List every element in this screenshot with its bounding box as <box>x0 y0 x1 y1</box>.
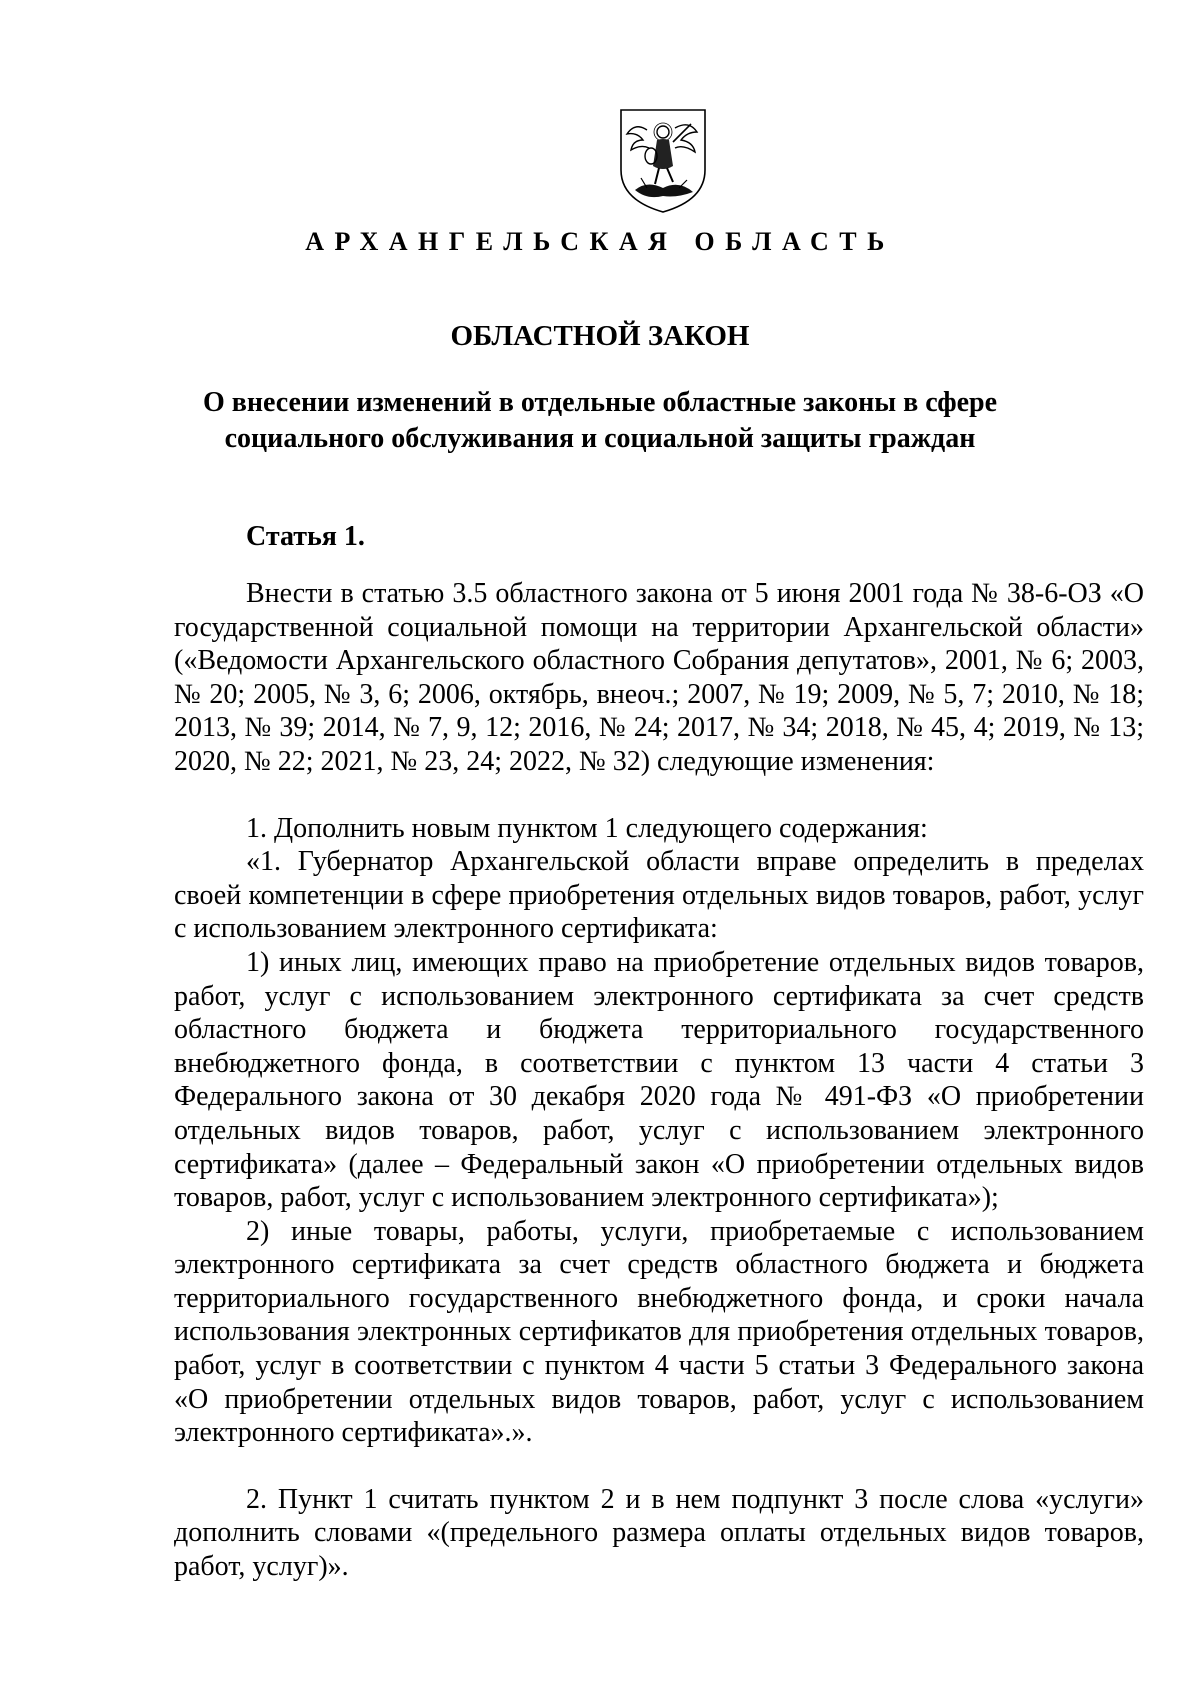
document-type: ОБЛАСТНОЙ ЗАКОН <box>450 320 750 352</box>
item-1-paragraph: 1. Дополнить новым пунктом 1 следующего содержания: <box>246 812 928 844</box>
coat-of-arms-emblem <box>617 108 709 214</box>
item-1-subitem-2-paragraph: 2) иные товары, работы, услуги, приобретаемые с использованием электронного сертификата за счет средств областного бюджета и бюджета территориального государственного внебюджетного фонда, и сроки начала использования электронных сертификатов для приобретения отдельных товаров, работ, услуг в соответствии с пунктом 4 части 5 статьи 3 Федерального закона «О приобретении отдельных видов товаров, работ, услуг с использованием электронного сертификата».». <box>174 1215 1144 1449</box>
item-1-subitem-1-paragraph: 1) иных лиц, имеющих право на приобретение отдельных видов товаров, работ, услуг с использованием электронного сертификата за счет средств областного бюджета и бюджета территориального государственного внебюджетного фонда, в соответствии с пунктом 13 части 4 статьи 3 Федерального закона от 30 декабря 2020 года № 491-ФЗ «О приобретении отдельных видов товаров, работ, услуг с использованием электронного сертификата» (далее – Федеральный закон «О приобретении отдельных видов товаров, работ, услуг с использованием электронного сертификата»); <box>174 946 1144 1214</box>
law-title-line-2: социального обслуживания и социальной защиты граждан <box>224 423 976 454</box>
article-intro-paragraph: Внести в статью 3.5 областного закона от 5 июня 2001 года № 38-6-ОЗ «О государственной социальной помощи на территории Архангельской области» («Ведомости Архангельского областного Собрания депутатов», 2001, № 6; 2003, № 20; 2005, № 3, 6; 2006, октябрь, внеоч.; 2007, № 19; 2009, № 5, 7; 2010, № 18; 2013, № 39; 2014, № 7, 9, 12; 2016, № 24; 2017, № 34; 2018, № 45, 4; 2019, № 13; 2020, № 22; 2021, № 23, 24; 2022, № 32) следующие изменения: <box>174 578 1144 777</box>
law-title <box>200 385 1000 457</box>
law-title-line-1: О внесении изменений в отдельные областные законы в сфере <box>202 387 998 418</box>
item-1-quote-paragraph: «1. Губернатор Архангельской области вправе определить в пределах своей компетенции в сфере приобретения отдельных видов товаров, работ, услуг с использованием электронного сертификата: <box>174 846 1144 945</box>
article-heading: Статья 1. <box>246 521 365 552</box>
region-name: АРХАНГЕЛЬСКАЯ ОБЛАСТЬ <box>305 227 895 256</box>
article-body <box>174 577 1144 1584</box>
item-2-paragraph: 2. Пункт 1 считать пунктом 2 и в нем подпункт 3 после слова «услуги» дополнить словами «(предельного размера оплаты отдельных видов товаров, работ, услуг)». <box>174 1483 1144 1583</box>
